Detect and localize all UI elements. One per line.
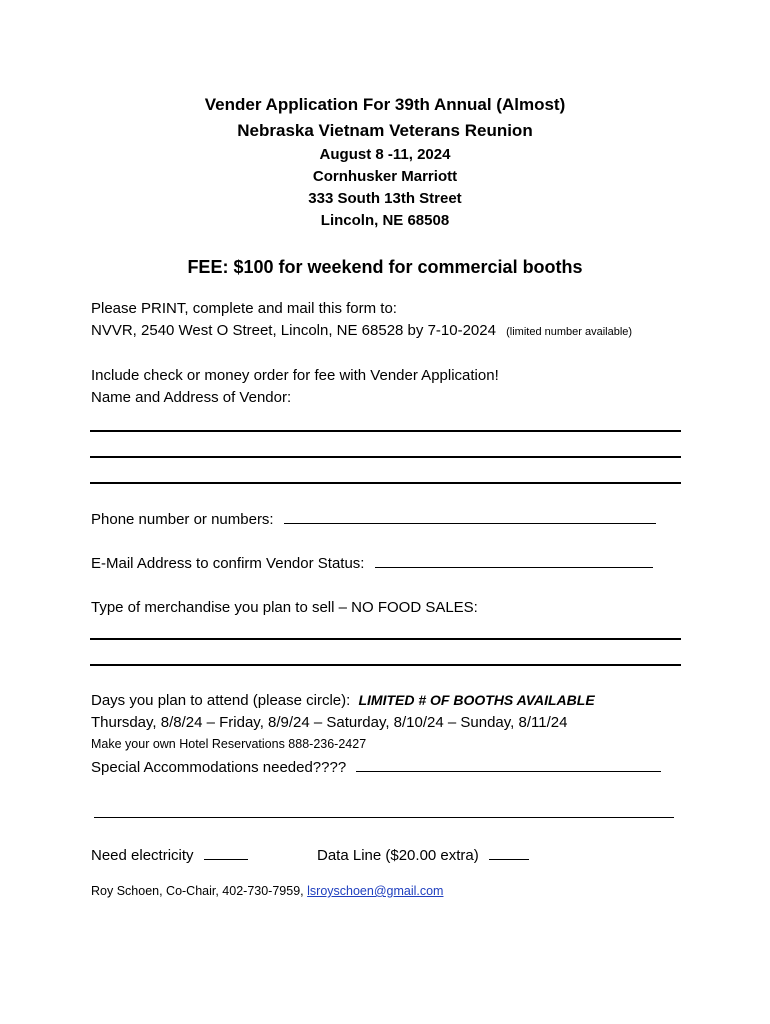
data-line-label: Data Line ($20.00 extra): [317, 847, 479, 864]
day-options[interactable]: Thursday, 8/8/24 – Friday, 8/9/24 – Saturday, 8/10/24 – Sunday, 8/11/24: [91, 714, 568, 731]
venue-name: Cornhusker Marriott: [312, 168, 458, 185]
limited-note: (limited number available): [506, 326, 633, 338]
accommodations-field[interactable]: [356, 757, 661, 772]
email-field[interactable]: [375, 553, 653, 568]
mail-address-line: [91, 322, 632, 339]
limited-booths-note: LIMITED # OF BOOTHS AVAILABLE: [358, 692, 595, 708]
merchandise-label: Type of merchandise you plan to sell – NO FOOD SALES:: [91, 599, 478, 616]
contact-email-link[interactable]: lsroyschoen@gmail.com: [307, 884, 444, 898]
accommodations-label: Special Accommodations needed????: [91, 759, 347, 776]
hotel-note: Make your own Hotel Reservations 888-236-2427: [91, 737, 367, 751]
contact-row: [91, 884, 443, 898]
data-line-field[interactable]: [489, 845, 529, 860]
title-line-2: Nebraska Vietnam Veterans Reunion: [237, 121, 533, 140]
vendor-address-line-3[interactable]: [90, 482, 681, 484]
phone-row: [91, 509, 656, 528]
phone-field[interactable]: [284, 509, 656, 524]
email-row: [91, 553, 653, 572]
mail-address: NVVR, 2540 West O Street, Lincoln, NE 68528 by 7-10-2024: [91, 322, 496, 339]
merchandise-line-2[interactable]: [90, 664, 681, 666]
mail-instruction: Please PRINT, complete and mail this form to:: [91, 300, 397, 317]
event-dates: August 8 -11, 2024: [319, 146, 451, 163]
days-row: [91, 692, 595, 709]
contact-text: Roy Schoen, Co-Chair, 402-730-7959,: [91, 884, 304, 898]
vendor-name-label: Name and Address of Vendor:: [91, 389, 292, 406]
electricity-field[interactable]: [204, 845, 248, 860]
phone-label: Phone number or numbers:: [91, 511, 274, 528]
venue-street: 333 South 13th Street: [308, 190, 462, 207]
electricity-label: Need electricity: [91, 847, 194, 864]
fee-heading: FEE: $100 for weekend for commercial booths: [187, 257, 583, 277]
data-line-row: [317, 845, 529, 864]
vendor-address-line-1[interactable]: [90, 430, 681, 432]
days-label: Days you plan to attend (please circle):: [91, 692, 351, 709]
payment-note: Include check or money order for fee with Vender Application!: [91, 367, 499, 384]
accommodations-row: [91, 757, 661, 776]
vendor-address-line-2[interactable]: [90, 456, 681, 458]
electricity-row: [91, 845, 248, 864]
accommodations-field-2[interactable]: [94, 802, 674, 818]
venue-city: Lincoln, NE 68508: [320, 212, 450, 229]
title-line-1: Vender Application For 39th Annual (Almost): [204, 95, 566, 114]
email-label: E-Mail Address to confirm Vendor Status:: [91, 555, 365, 572]
merchandise-line-1[interactable]: [90, 638, 681, 640]
